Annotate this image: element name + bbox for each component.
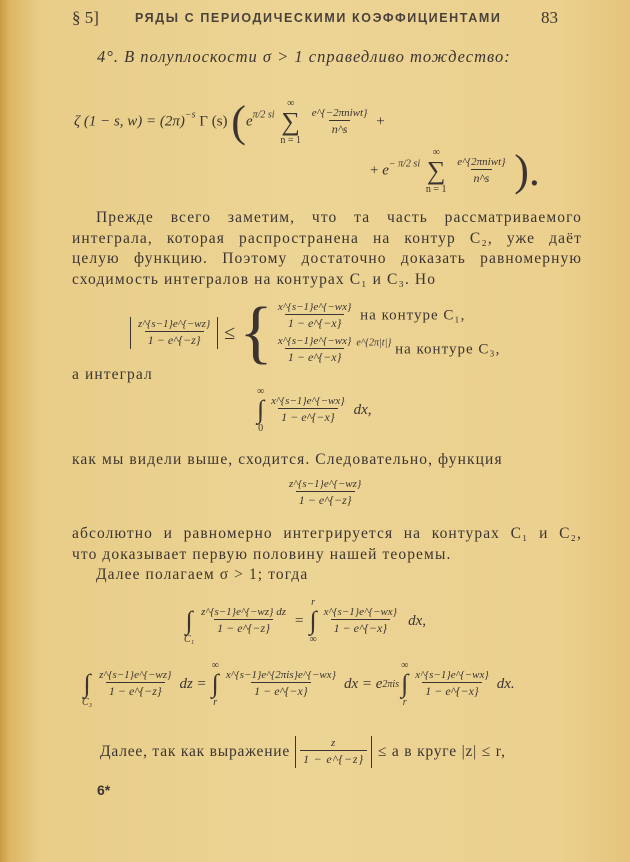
last-line (100, 736, 506, 768)
equals: = (294, 612, 304, 629)
dz: dz = (179, 675, 207, 692)
sum-top: ∞ (287, 98, 295, 109)
den: 1 − e^{−x} (422, 682, 482, 699)
num: x^{s−1}e^{2πis}e^{−wx} (225, 669, 336, 681)
integral-sign: ∞ ∫ 0 (257, 386, 265, 434)
lower-limit: r (402, 697, 407, 708)
lower-limit: C₃ (82, 697, 93, 708)
num: x^{s−1}e^{−wx} (277, 335, 352, 347)
den: 1 − e^{−z} (145, 331, 204, 348)
den: 1 − e^{−x} (331, 619, 391, 636)
mid: dx = e (343, 675, 383, 692)
sum-sign: ∑ (281, 107, 300, 136)
den: 1 − e^{−z} (106, 682, 165, 699)
num: x^{s−1}e^{−wx} (415, 669, 489, 681)
text-line: Далее полагаем σ > 1; тогда (96, 566, 309, 583)
num: e^{2πniwt} (457, 156, 506, 168)
page-number: 83 (541, 8, 558, 27)
num: z^{s−1}e^{−wz} (138, 318, 211, 330)
fraction (135, 318, 213, 348)
den: 1 − e^{−z} (214, 619, 273, 636)
lower-limit: 0 (258, 423, 264, 434)
case-text: на контуре C₁, (360, 307, 466, 324)
num: x^{s−1}e^{−wx} (277, 301, 352, 313)
text-line: сходимость интегралов на контурах C₁ и C₃. Но (72, 270, 437, 288)
integral-1 (255, 386, 372, 434)
integral-sign: ∫ C₃ (82, 669, 93, 708)
fraction (268, 395, 348, 425)
num: z^{s−1}e^{−wz} (99, 669, 172, 681)
num: z^{s−1}e^{−wz} dz (201, 606, 286, 618)
fraction (96, 669, 174, 699)
abs-bar (217, 317, 218, 349)
sum-bottom: n = 1 (280, 135, 301, 146)
plus: + (376, 113, 385, 130)
integral-sign: r ∫ ∞ (309, 597, 317, 645)
plus: + (370, 162, 379, 179)
signature-mark: 6* (97, 782, 111, 798)
eq-lhs: ζ (1 − s, w) = (2π) (74, 113, 185, 130)
open-paren: ( (231, 97, 246, 146)
den: 1 − e^{−z} (300, 750, 367, 767)
text-line: что доказывает первую половину нашей теоремы. (72, 545, 452, 563)
text-line: целую функцию. Поэтому достаточно доказать равномерную (72, 250, 582, 267)
eq-gamma: Γ (s) (199, 113, 228, 130)
integral-sign: ∞ ∫ r (211, 660, 219, 708)
lower-limit: r (213, 697, 218, 708)
equation-zeta-line1 (74, 98, 385, 146)
fraction (454, 156, 508, 186)
eq-exp: −s (184, 109, 196, 121)
fraction (300, 737, 367, 767)
case-2 (273, 335, 500, 365)
num: x^{s−1}e^{−wx} (323, 606, 398, 618)
text-line: Прежде всего заметим, что та часть рассматриваемого (96, 209, 582, 226)
eq-exp2: − π/2 si (388, 158, 421, 170)
fraction (309, 107, 371, 137)
text: ≤ a в круге |z| ≤ r, (377, 743, 506, 760)
sum-sign: ∑ (426, 156, 446, 185)
running-title: РЯДЫ С ПЕРИОДИЧЕСКИМИ КОЭФФИЦИЕНТАМИ (135, 11, 502, 25)
den: 1 − e^{−x} (285, 348, 345, 365)
num: z (330, 737, 337, 749)
equation-zeta-line2 (370, 147, 540, 195)
dx: dx, (353, 401, 372, 418)
den: 1 − e^{−x} (251, 682, 311, 699)
inequality (128, 294, 501, 371)
eq-exp1: π/2 si (252, 109, 275, 121)
den: 1 − e^{−x} (285, 314, 345, 331)
cases (273, 301, 500, 365)
fraction-function (284, 478, 366, 508)
fraction (412, 669, 492, 699)
sum-bottom: n = 1 (425, 184, 447, 195)
den: n^s (471, 169, 493, 186)
upper-limit: r (311, 597, 315, 608)
sum2 (426, 147, 447, 195)
upper-limit: ∞ (401, 660, 409, 671)
equation-c3 (80, 660, 515, 708)
lower-limit: ∞ (309, 634, 317, 645)
theorem-statement: 4°. В полуплоскости σ > 1 справедливо тождество: (97, 47, 511, 66)
equation-c1 (182, 597, 426, 645)
text: Далее, так как выражение (100, 743, 291, 760)
integral-sign: ∞ ∫ r (401, 660, 409, 708)
den: 1 − e^{−z} (296, 491, 355, 508)
brace: { (239, 294, 273, 371)
fraction (223, 669, 339, 699)
dx: dx, (408, 612, 427, 629)
text-line: интеграла, которая распространена на контур C₂, уже даёт (72, 229, 582, 247)
case-1 (273, 301, 500, 331)
fraction (275, 335, 355, 365)
section-label: § 5] (72, 8, 99, 27)
upper-limit: ∞ (257, 386, 265, 397)
fraction (286, 478, 364, 508)
den: n^s (329, 120, 351, 137)
sum-top: ∞ (432, 147, 440, 158)
abs-bar (371, 736, 372, 768)
factor: e^{2π|t|} (356, 337, 392, 349)
fraction (198, 606, 289, 636)
num: e^{−2πniwt} (311, 107, 368, 119)
close-paren: ). (514, 146, 540, 195)
den: 1 − e^{−x} (278, 408, 338, 425)
dx: dx. (496, 675, 515, 692)
integral-sign: ∫ C₁ (184, 606, 195, 645)
sum1 (280, 98, 301, 146)
eq-e: e (245, 113, 253, 130)
num: x^{s−1}e^{−wx} (271, 395, 345, 407)
fraction (275, 301, 355, 331)
text-line: как мы видели выше, сходится. Следовательно, функция (72, 451, 503, 468)
eq-e: e (382, 162, 389, 179)
text-line: абсолютно и равномерно интегрируется на контурах C₁ и C₂, (72, 525, 582, 542)
lower-limit: C₁ (184, 634, 195, 645)
upper-limit: ∞ (211, 660, 219, 671)
abs-bar (130, 317, 131, 349)
paragraph-1 (72, 208, 582, 290)
text-line: а интеграл (72, 366, 153, 383)
case-text: на контуре C₃, (395, 341, 501, 358)
fraction (321, 606, 401, 636)
le-sign: ≤ (224, 321, 236, 344)
num: z^{s−1}e^{−wz} (289, 478, 362, 490)
mid-exp: 2πis (382, 678, 400, 690)
abs-bar (295, 736, 296, 768)
paragraph-2 (72, 524, 582, 586)
